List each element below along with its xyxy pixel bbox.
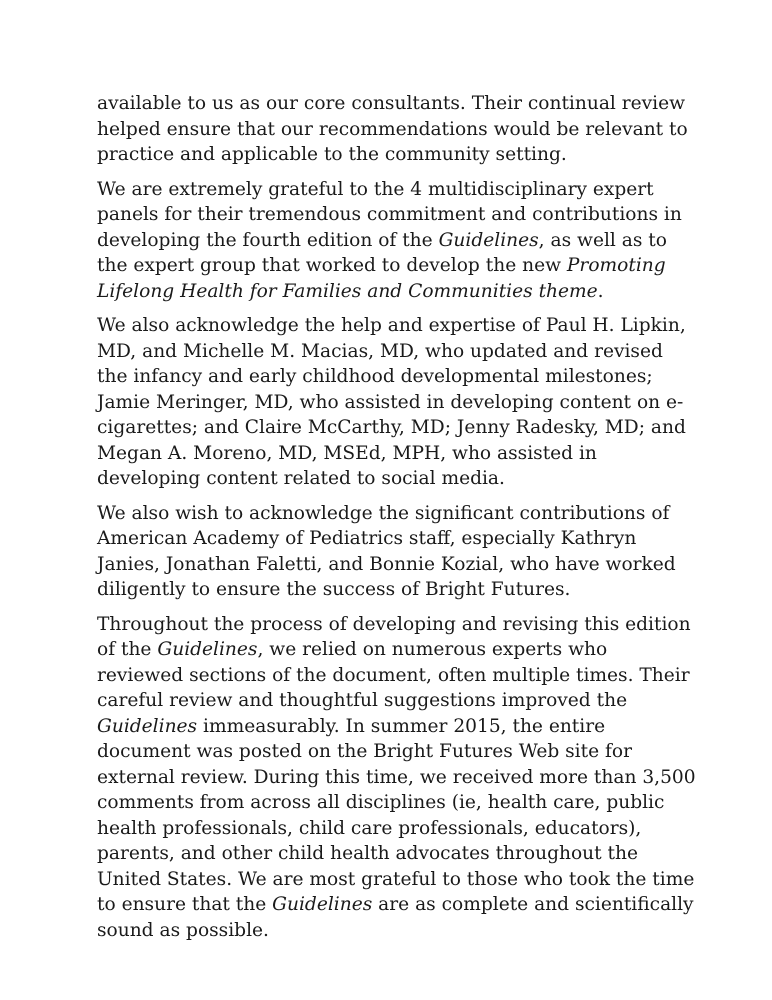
paragraph-acknowledge-experts xyxy=(97,313,697,492)
italic-text-segment: Promoting Lifelong Health for Families and Communities theme xyxy=(97,255,666,302)
text-segment: , we relied on numerous experts who reviewed sections of the document, often multiple times. Their careful review and thoughtful suggestions improved the xyxy=(97,639,690,711)
text-segment: available to us as our core consultants. Their continual review helped ensure that our recommendations would be relevant to practice and applicable to the community setting. xyxy=(97,93,688,165)
text-segment: We are extremely grateful to the 4 multidisciplinary expert panels for their tremendous commitment and contributions in developing the fourth edition of the xyxy=(97,178,682,251)
paragraph-expert-panels xyxy=(97,177,697,305)
text-segment: immeasurably. In summer 2015, the entire document was posted on the Bright Futures Web site for external review. During this time, we received more than 3,500 comments from across all disciplines (ie, health care, public health professionals, child care professionals, educators), parents, and other child health advocates throughout the United States. We are most grateful to those who took the time to ensure that the xyxy=(97,715,696,915)
text-segment: We also acknowledge the help and expertise of Paul H. Lipkin, MD, and Michelle M. Macias, MD, who updated and revised the infancy and early childhood developmental milestones; Jamie Meringer, MD, who assisted in developing content on e-cigarettes; and Claire McCarthy, MD; Jenny Radesky, MD; and Megan A. Moreno, MD, MSEd, MPH, who assisted in developing content related to social media. xyxy=(97,315,686,489)
italic-text-segment: Guidelines xyxy=(157,639,258,660)
paragraph-core-consultants xyxy=(97,91,697,168)
italic-text-segment: Guidelines xyxy=(272,894,373,915)
italic-text-segment: Guidelines xyxy=(97,715,198,737)
text-segment: . xyxy=(597,280,604,302)
italic-text-segment: Guidelines xyxy=(438,229,539,251)
text-segment: are as complete and scientifically sound as possible. xyxy=(97,894,694,941)
text-segment: , as well as to the expert group that worked to develop the new xyxy=(97,229,667,276)
text-segment: We also wish to acknowledge the significant contributions of American Academy of Pediatrics staff, especially Kathryn Janies, Jonathan Faletti, and Bonnie Kozial, who have worked diligently to ensure the success of Bright Futures. xyxy=(97,502,676,600)
document-body xyxy=(97,91,697,952)
paragraph-aap-staff xyxy=(97,501,697,603)
paragraph-review-process xyxy=(97,612,697,944)
text-segment: Throughout the process of developing and revising this edition of the xyxy=(97,613,691,660)
